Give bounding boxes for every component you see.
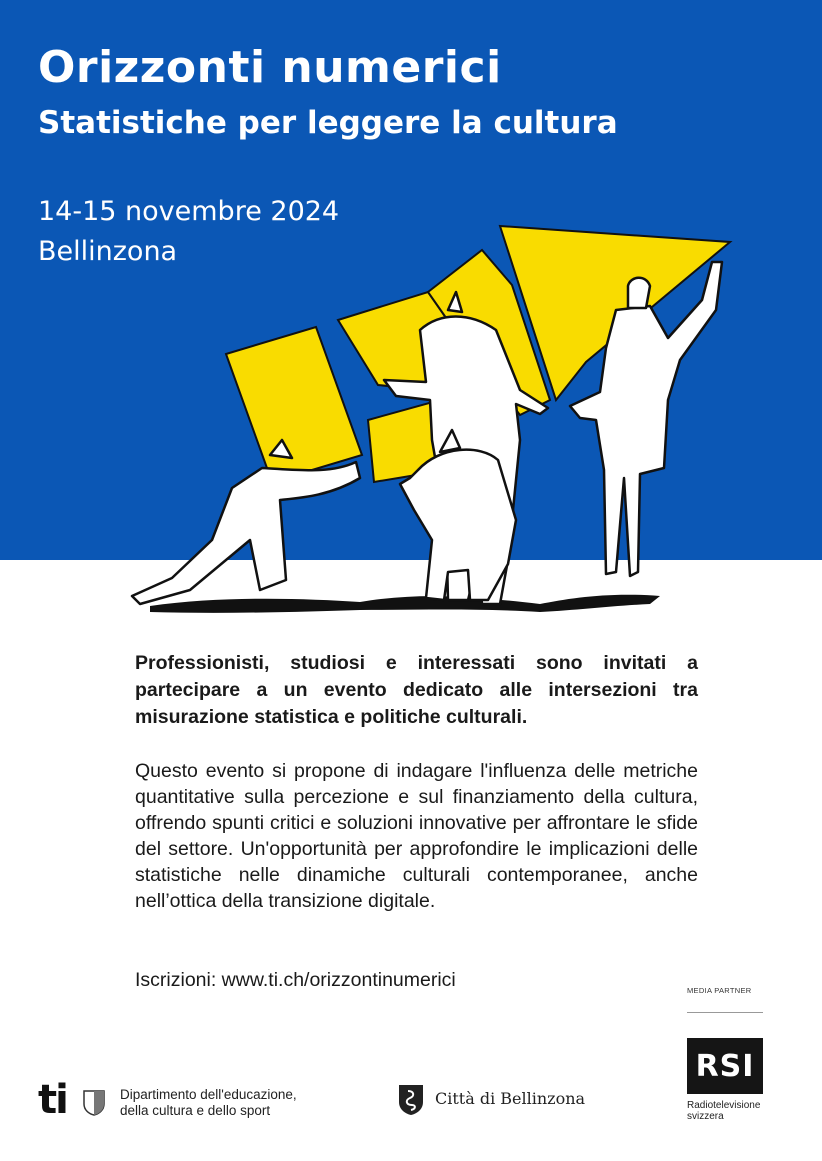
ticino-department (120, 1087, 297, 1119)
description-paragraph: Questo evento si propone di indagare l'influenza delle metriche quantitative sulla percezione e sul finanziamento della cultura, offrendo spunti critici e soluzioni innovative per affrontare le sfide del settore. Un'opportunità per approfondire le implicazioni delle statistiche nelle dinamiche culturali contemporanee, anche nell’ottica della transizione digitale. (135, 760, 698, 912)
ticino-logo: ti (38, 1077, 67, 1123)
event-subtitle: Statistiche per leggere la cultura (38, 105, 618, 141)
yellow-block-1 (226, 327, 362, 482)
ticino-shield-icon (83, 1090, 105, 1116)
rsi-logo: RSI (687, 1038, 763, 1094)
rsi-caption-line-1: Radiotelevisione (687, 1100, 761, 1111)
rsi-caption-line-2: svizzera (687, 1111, 724, 1122)
floor-shadow (150, 595, 660, 613)
city-of-bellinzona: Città di Bellinzona (435, 1089, 586, 1108)
media-partner-label: MEDIA PARTNER (687, 986, 752, 995)
ticino-department-line-2: della cultura e dello sport (120, 1103, 271, 1118)
media-partner-divider (687, 1012, 763, 1013)
ticino-department-line-1: Dipartimento dell'educazione, (120, 1087, 297, 1102)
bellinzona-crest-icon (398, 1084, 424, 1116)
intro-paragraph: Professionisti, studiosi e interessati sono invitati a partecipare a un evento dedicato alle intersezioni tra misurazione statistica e politiche culturali. (135, 652, 698, 728)
event-date: 14-15 novembre 2024 (38, 196, 340, 227)
rsi-caption (687, 1100, 787, 1122)
event-title: Orizzonti numerici (38, 42, 502, 93)
registration-link[interactable]: Iscrizioni: www.ti.ch/orizzontinumerici (135, 969, 456, 991)
event-place: Bellinzona (38, 236, 178, 267)
